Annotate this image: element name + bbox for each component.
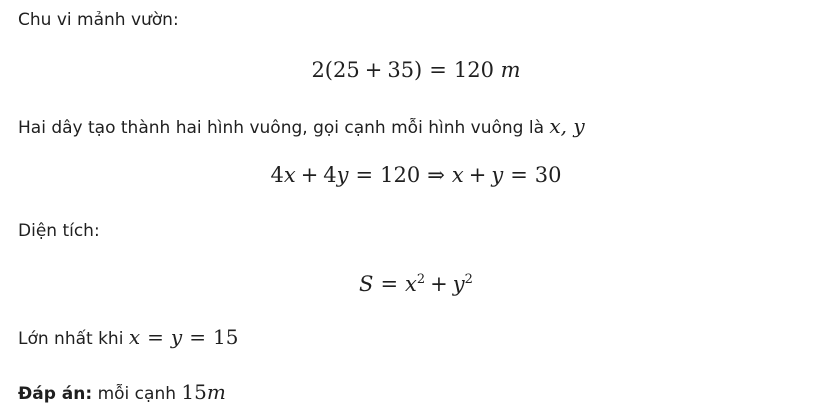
perimeter-value: 120 — [453, 58, 494, 82]
area-s: S — [359, 272, 374, 296]
squares-statement — [18, 115, 585, 139]
max-condition — [129, 325, 239, 349]
answer-label: Đáp án: — [18, 384, 93, 404]
eq-coef-a: 4 — [270, 163, 284, 187]
answer-value-group — [181, 380, 225, 404]
area-exp1: 2 — [416, 272, 426, 287]
area-exp2: 2 — [464, 272, 473, 287]
perimeter-plus: + — [364, 58, 383, 82]
eq-x: x — [283, 163, 296, 187]
max-eq2: = — [189, 325, 206, 349]
perimeter-equals: = — [429, 58, 447, 82]
perimeter-equation — [0, 56, 832, 84]
area-equals: = — [380, 272, 399, 296]
max-text: Lớn nhất khi — [18, 329, 124, 349]
perimeter-lhs: 2(25 — [311, 58, 360, 82]
max-y: y — [170, 325, 183, 349]
perimeter-rhs: 35) — [387, 58, 423, 82]
eq-sum: 30 — [534, 163, 562, 187]
eq-x2: x — [451, 163, 464, 187]
answer-statement — [18, 381, 226, 405]
area-label: Diện tích: — [18, 221, 100, 241]
answer-unit: m — [206, 380, 226, 404]
answer-value: 15 — [181, 380, 207, 404]
area-formula — [0, 266, 832, 298]
eq-equals2: = — [510, 163, 528, 187]
squares-text: Hai dây tạo thành hai hình vuông, gọi cạnh mỗi hình vuông là — [18, 118, 544, 138]
eq-coef-b: 4 — [323, 163, 337, 187]
eq-plus2: + — [468, 163, 487, 187]
max-eq1: = — [147, 325, 164, 349]
max-statement — [18, 326, 238, 350]
squares-equation — [0, 161, 832, 189]
area-plus: + — [430, 272, 448, 296]
eq-y: y — [336, 163, 349, 187]
eq-equals: = — [355, 163, 374, 187]
area-x: x — [405, 272, 417, 296]
eq-implies: ⇒ — [427, 163, 445, 187]
eq-value: 120 — [380, 163, 421, 187]
eq-plus: + — [300, 163, 319, 187]
perimeter-label: Chu vi mảnh vườn: — [18, 10, 179, 30]
eq-y2: y — [491, 163, 504, 187]
area-y: y — [452, 272, 465, 296]
max-value: 15 — [212, 325, 239, 349]
answer-text: mỗi cạnh — [97, 384, 176, 404]
perimeter-unit: m — [500, 58, 521, 82]
squares-vars: x, y — [549, 114, 585, 138]
max-x: x — [128, 325, 141, 349]
